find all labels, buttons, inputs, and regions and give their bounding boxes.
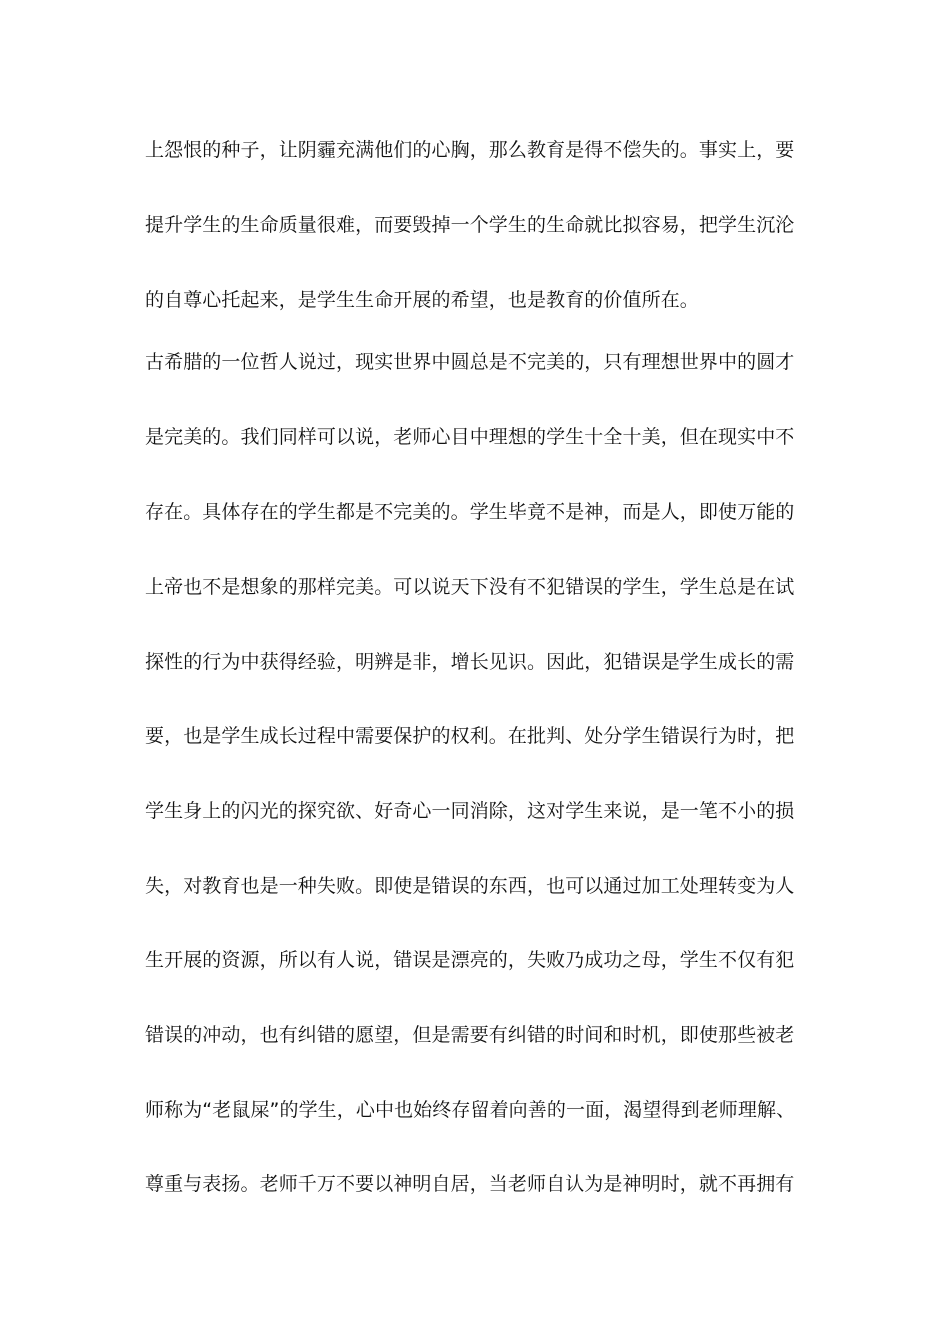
text-line: 古希腊的一位哲人说过，现实世界中圆总是不完美的，只有理想世界中的圆才: [145, 351, 795, 373]
text-line: 探性的行为中获得经验，明辨是非，增长见识。因此，犯错误是学生成长的需: [145, 651, 795, 673]
text-line: 要，也是学生成长过程中需要保护的权利。在批判、处分学生错误行为时，把: [145, 725, 795, 747]
text-line: 上帝也不是想象的那样完美。可以说天下没有不犯错误的学生，学生总是在试: [145, 576, 795, 598]
text-line: 错误的冲动，也有纠错的愿望，但是需要有纠错的时间和时机，即使那些被老: [145, 1024, 795, 1046]
text-line: 上怨恨的种子，让阴霾充满他们的心胸，那么教育是得不偿失的。事实上，要: [145, 139, 795, 161]
text-line: 学生身上的闪光的探究欲、好奇心一同消除，这对学生来说，是一笔不小的损: [145, 800, 795, 822]
text-line: 失，对教育也是一种失败。即使是错误的东西，也可以通过加工处理转变为人: [145, 875, 795, 897]
text-line: 是完美的。我们同样可以说，老师心目中理想的学生十全十美，但在现实中不: [145, 426, 795, 448]
text-line: 存在。具体存在的学生都是不完美的。学生毕竟不是神，而是人，即使万能的: [145, 501, 795, 523]
text-line: 的自尊心托起来，是学生生命开展的希望，也是教育的价值所在。: [145, 289, 699, 311]
text-line: 生开展的资源，所以有人说，错误是漂亮的，失败乃成功之母，学生不仅有犯: [145, 949, 795, 971]
text-line: 师称为“老鼠屎”的学生，心中也始终存留着向善的一面，渴望得到老师理解、: [145, 1099, 796, 1121]
text-line: 尊重与表扬。老师千万不要以神明自居，当老师自认为是神明时，就不再拥有: [145, 1173, 795, 1195]
text-line: 提升学生的生命质量很难，而要毁掉一个学生的生命就比拟容易，把学生沉沦: [145, 214, 795, 236]
